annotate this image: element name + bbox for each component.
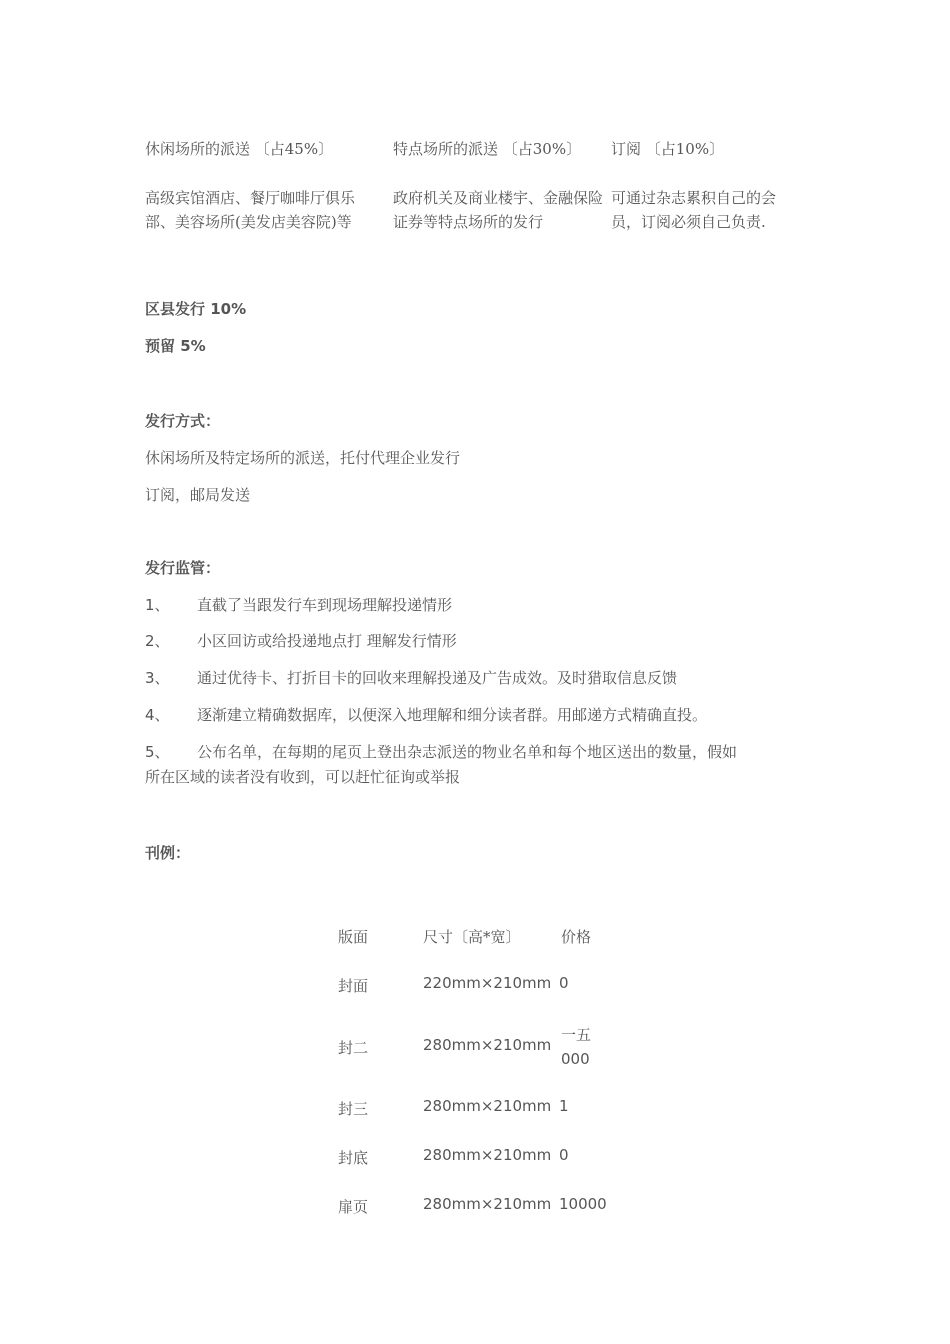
rates-header-size: 尺寸〔高*宽〕 bbox=[423, 928, 521, 946]
rates-row-page: 封三 bbox=[338, 1100, 369, 1118]
distribution-header-leisure: 休闲场所的派送 〔占45%〕 bbox=[145, 140, 334, 158]
rates-row-size: 280mm×210mm bbox=[423, 1195, 552, 1213]
rates-row-page: 封底 bbox=[338, 1149, 369, 1167]
rates-row-price: 0 bbox=[559, 974, 569, 992]
rates-row-page: 封面 bbox=[338, 977, 369, 995]
rates-row-size: 280mm×210mm bbox=[423, 1146, 552, 1164]
method-line: 订阅，邮局发送 bbox=[145, 486, 251, 504]
rates-row-price: 1 bbox=[559, 1097, 569, 1115]
distribution-cell-leisure: 高级宾馆酒店、餐厅咖啡厅俱乐部、美容场所(美发店美容院)等 bbox=[145, 189, 356, 231]
list-item-number: 3、 bbox=[145, 669, 170, 687]
rates-row-page: 封二 bbox=[338, 1039, 369, 1057]
list-item-text-continued: 所在区域的读者没有收到，可以赶忙征询或举报 bbox=[145, 768, 461, 786]
rates-row-price: 10000 bbox=[559, 1195, 607, 1213]
rates-heading: 刊例： bbox=[145, 844, 191, 862]
list-item-number: 4、 bbox=[145, 706, 170, 724]
rates-row-size: 280mm×210mm bbox=[423, 1036, 552, 1054]
list-item-text: 通过优待卡、打折目卡的回收来理解投递及广告成效。及时猎取信息反馈 bbox=[197, 669, 678, 687]
method-line: 休闲场所及特定场所的派送，托付代理企业发行 bbox=[145, 449, 461, 467]
rates-header-page: 版面 bbox=[338, 928, 369, 946]
rates-row-size: 280mm×210mm bbox=[423, 1097, 552, 1115]
list-item-text: 逐渐建立精确数据库，以便深入地理解和细分读者群。用邮递方式精确直投。 bbox=[197, 706, 708, 724]
reserve: 预留 5% bbox=[145, 337, 206, 355]
supervision-heading: 发行监管： bbox=[145, 559, 221, 577]
distribution-header-special: 特点场所的派送 〔占30%〕 bbox=[393, 140, 582, 158]
list-item-text: 公布名单，在每期的尾页上登出杂志派送的物业名单和每个地区送出的数量，假如 bbox=[197, 743, 738, 761]
distribution-cell-subscription: 可通过杂志累积自己的会员，订阅必须自己负责. bbox=[611, 189, 777, 231]
distribution-header-subscription: 订阅 〔占10%〕 bbox=[611, 140, 725, 158]
rates-row-page: 扉页 bbox=[338, 1198, 369, 1216]
distribution-cell-special: 政府机关及商业楼宇、金融保险证券等特点场所的发行 bbox=[393, 189, 604, 231]
method-heading: 发行方式： bbox=[145, 412, 221, 430]
list-item-number: 5、 bbox=[145, 743, 170, 761]
county-distribution: 区县发行 10% bbox=[145, 300, 247, 318]
list-item-text: 直截了当跟发行车到现场理解投递情形 bbox=[197, 596, 453, 614]
list-item-text: 小区回访或给投递地点打 理解发行情形 bbox=[197, 632, 457, 650]
rates-header-price: 价格 bbox=[561, 928, 592, 946]
rates-row-price: 0 bbox=[559, 1146, 569, 1164]
list-item-number: 1、 bbox=[145, 596, 170, 614]
rates-row-price: 一五000 bbox=[561, 1026, 592, 1068]
rates-row-size: 220mm×210mm bbox=[423, 974, 552, 992]
list-item-number: 2、 bbox=[145, 632, 170, 650]
